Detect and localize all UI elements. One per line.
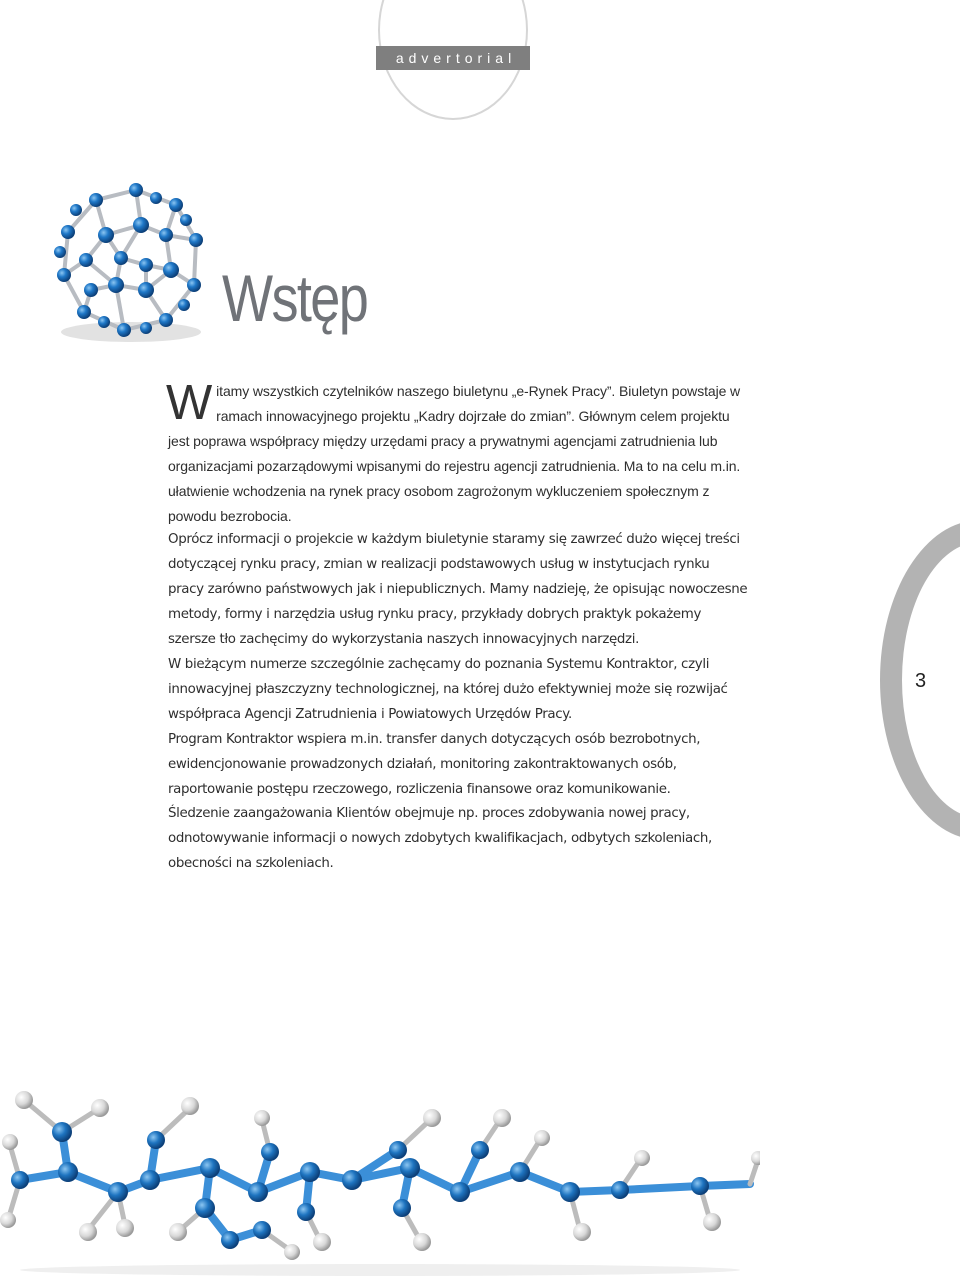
intro-paragraph: [166, 376, 748, 528]
paragraph-2: Oprócz informacji o projekcie w każdym biuletynie staramy się zawrzeć dużo więcej treści dotyczącej rynku pracy, zmian w realizacji podstawowych usług w instytucjach rynku pracy zarówno państwowych jak i niepublicznych. Mamy nadzieję, że opisując nowoczesne metody, formy i narzędzia usług rynku pracy, przykłady dobrych praktyk pokażemy szersze tło zachęcimy do wykorzystania naszych innowacyjnych narzędzi.: [168, 532, 748, 648]
article-body: [166, 376, 748, 877]
drop-cap: W: [166, 376, 213, 430]
page-title: Wstęp: [222, 261, 368, 335]
molecule-chain-icon: [0, 1080, 760, 1278]
paragraph-5: Śledzenie zaangażowania Klientów obejmuje np. proces zdobywania nowej pracy, odnotowywanie informacji o nowych zdobytych kwalifikacjach, odbytych szkoleniach, obecności na szkoleniach.: [168, 806, 712, 872]
page-number: 3: [915, 670, 927, 692]
paragraph-3: W bieżącym numerze szczególnie zachęcamy do poznania Systemu Kontraktor, czyli innowacyjnej płaszczyzny technologicznej, na której dużo efektywniej może się rozwijać współpraca Agencji Zatrudnienia i Powiatowych Urzędów Pracy.: [168, 656, 728, 722]
paragraph-1: itamy wszystkich czytelników naszego biuletynu „e-Rynek Pracy”. Biuletyn powstaje w ramach innowacyjnego projektu „Kadry dojrzałe do zmian”. Głównym celem projektu jest poprawa współpracy między urzędami pracy a prywatnymi agencjami zatrudnienia lub organizacjami pozarządowymi wpisanymi do rejestru agencji zatrudnienia. Ma to na celu m.in. ułatwienie wchodzenia na rynek pracy osobom zagrożonym wykluczeniem społecznym z powodu bezrobocia.: [168, 383, 741, 524]
paragraph-4: Program Kontraktor wspiera m.in. transfer danych dotyczących osób bezrobotnych, ewidencjonowanie prowadzonych działań, monitoring zakontraktowanych osób, raportowanie postępu rzeczowego, rozliczenia finansowe oraz komunikowanie.: [168, 731, 701, 797]
molecule-ball-icon: [46, 180, 216, 350]
advertorial-banner: advertorial: [376, 46, 530, 70]
